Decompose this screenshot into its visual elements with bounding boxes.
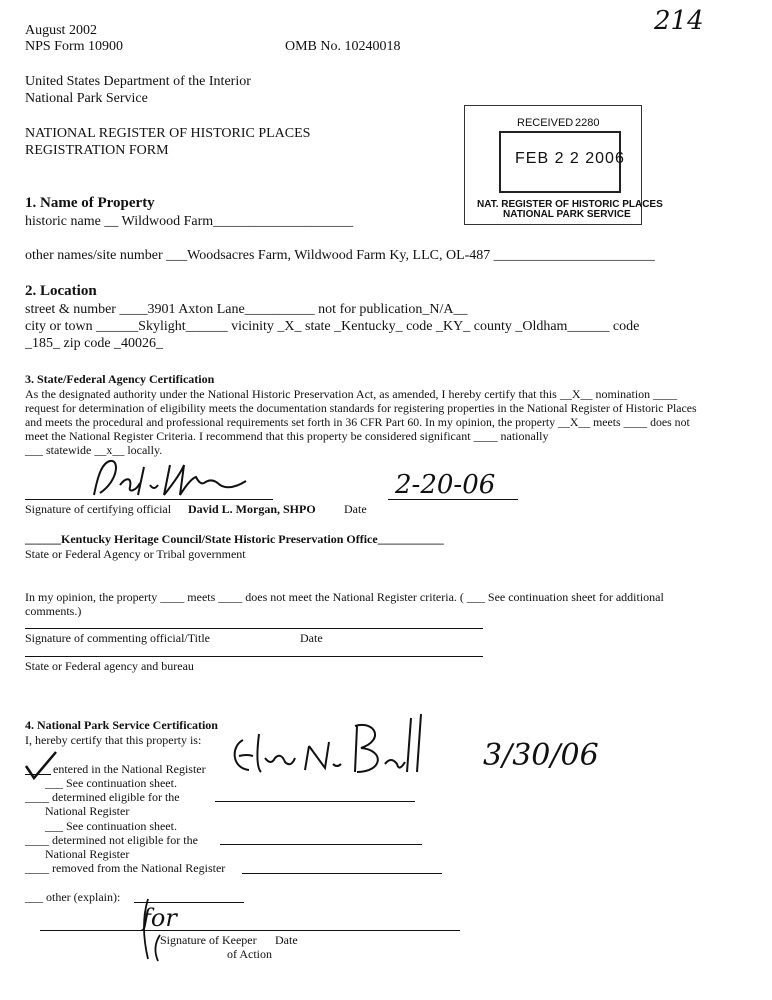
omb-number: OMB No. 10240018 [285, 39, 401, 54]
other-explain: ___ other (explain): [25, 890, 121, 904]
form-subtitle: REGISTRATION FORM [25, 143, 169, 158]
stamp-date: FEB 2 2 2006 [515, 150, 625, 167]
agency-name: ______Kentucky Heritage Council/State Historic Preservation Office___________ [25, 532, 444, 546]
section2-heading: 2. Location [25, 283, 97, 299]
city-town: city or town ______Skylight______ vicinity _X_ state _Kentucky_ code _KY_ county _Oldham______ code [25, 319, 640, 334]
section4-heading: 4. National Park Service Certification [25, 718, 218, 732]
zip-code: _185_ zip code _40026_ [25, 336, 164, 351]
determined-not-eligible: ____ determined not eligible for the [25, 833, 198, 847]
signature-label: Signature of certifying official [25, 502, 172, 516]
of-action-label: of Action [227, 947, 272, 961]
see-continuation-1: ___ See continuation sheet. [45, 776, 177, 790]
commenting-date-label: Date [300, 631, 323, 645]
section4-intro: I, hereby certify that this property is: [25, 733, 202, 747]
received-stamp [464, 105, 663, 225]
opinion-line2: comments.) [25, 604, 82, 618]
stamp-date-box [499, 131, 625, 193]
section3-para-line3: and meets the procedural and professional requirements set forth in 36 CFR Part 60. In my opinion, the property __X__ meets ____ does not [25, 415, 690, 429]
commenting-signature-label: Signature of commenting official/Title [25, 631, 210, 645]
section3-para-line1: As the designated authority under the National Historic Preservation Act, as amended, I hereby certify that this __X__ nomination ____ [25, 387, 678, 401]
keeper-signature [225, 706, 445, 786]
section3-heading: 3. State/Federal Agency Certification [25, 372, 215, 386]
determined-eligible: ____ determined eligible for the [25, 790, 180, 804]
entered-label: entered in the National Register [53, 762, 206, 776]
bureau-label: State or Federal agency and bureau [25, 659, 194, 673]
keeper-date-label: Date [275, 933, 298, 947]
other-names: other names/site number ___Woodsacres Farm, Wildwood Farm Ky, LLC, OL-487 _______________________ [25, 248, 655, 263]
stamp-number: 2280 [575, 117, 600, 129]
date-label: Date [344, 502, 367, 516]
signer-name: David L. Morgan, SHPO [188, 502, 316, 516]
removed-label: ____ removed from the National Register [25, 861, 226, 875]
stamp-line2: NATIONAL PARK SERVICE [503, 209, 631, 220]
section3-para-line5: ___ statewide __x__ locally. [25, 443, 163, 457]
stamp-received: RECEIVED [517, 117, 574, 129]
national-register-1: National Register [45, 804, 130, 818]
opinion-line1: In my opinion, the property ____ meets ____ does not meet the National Register criteria. ( ___ See continuation sheet for additional [25, 590, 664, 604]
section1-heading: 1. Name of Property [25, 195, 155, 211]
historic-name: historic name __ Wildwood Farm____________________ [25, 214, 354, 229]
section3-para-line4: meet the National Register Criteria. I recommend that this property be considered significant ____ nationally [25, 429, 549, 443]
stamp-line1: NAT. REGISTER OF HISTORIC PLACES [477, 199, 663, 210]
agency-label: State or Federal Agency or Tribal government [25, 547, 246, 561]
national-register-2: National Register [45, 847, 130, 861]
form-number: NPS Form 10900 [25, 39, 124, 54]
certifying-date-handwritten: 2-20-06 [395, 470, 496, 500]
keeper-signature-label: Signature of Keeper [160, 933, 257, 947]
street-number: street & number ____3901 Axton Lane__________ not for publication_N/A__ [25, 302, 468, 317]
see-continuation-2: ___ See continuation sheet. [45, 819, 177, 833]
service: National Park Service [25, 91, 148, 106]
department: United States Department of the Interior [25, 74, 251, 89]
section3-para-line2: request for determination of eligibility meets the documentation standards for registering properties in the National Register of Historic Places [25, 401, 697, 415]
form-date: August 2002 [25, 23, 97, 38]
nps-date-handwritten: 3/30/06 [483, 738, 599, 773]
form-title: NATIONAL REGISTER OF HISTORIC PLACES [25, 126, 311, 141]
handwritten-page-mark: 214 [654, 6, 704, 36]
certifying-official-signature [80, 455, 270, 505]
for-handwritten: for [142, 904, 177, 932]
